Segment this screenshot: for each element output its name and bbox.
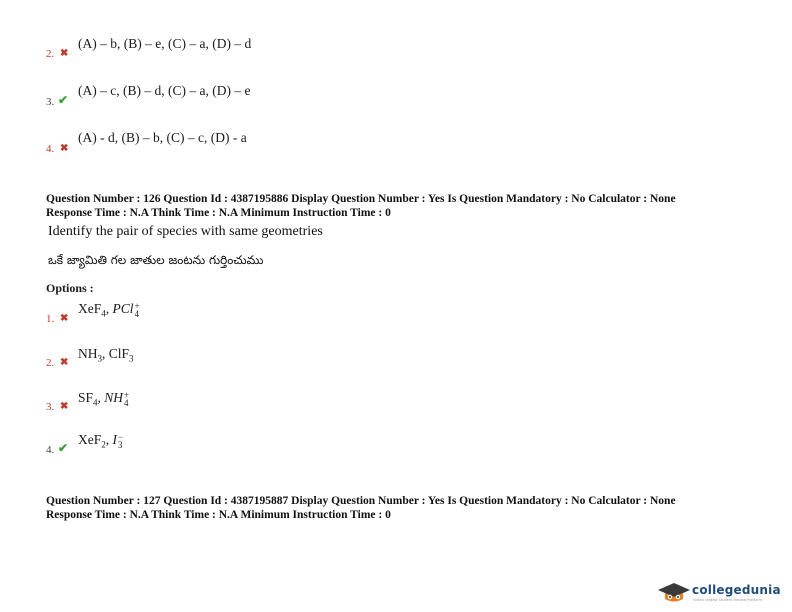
question-meta-line2: Response Time : N.A Think Time : N.A Minimum Instruction Time : 0 [46,207,391,219]
correct-check-icon: ✔ [58,93,69,107]
wrong-mark-icon: ✖ [60,313,69,324]
wrong-mark-icon: ✖ [60,357,69,368]
question-text-telugu: ఒకే జ్యామితి గల జాతుల జంటను గుర్తించుము [48,253,264,267]
option-number: 2. [46,48,55,60]
collegedunia-logo [657,581,789,605]
wrong-mark-icon: ✖ [60,48,69,59]
question-meta-line1: Question Number : 127 Question Id : 4387195887 Display Question Number : Yes Is Question Mandatory : No Calculator : None [46,495,676,507]
option-number: 4. [46,444,55,456]
option-text: $NH_3$, ClF$_3$ [78,346,134,364]
wrong-mark-icon: ✖ [60,143,69,154]
graduation-cap-icon [657,582,691,604]
option-text: (A) - d, (B) – b, (C) – c, (D) - a [78,130,247,145]
option-number: 2. [46,357,55,369]
logo-tagline: India's largest Student Review Platform [693,598,762,602]
correct-check-icon: ✔ [58,441,69,455]
question-meta-line2: Response Time : N.A Think Time : N.A Minimum Instruction Time : 0 [46,509,391,521]
option-number: 4. [46,143,55,155]
question-meta-line1: Question Number : 126 Question Id : 4387195886 Display Question Number : Yes Is Question Mandatory : No Calculator : None [46,193,676,205]
option-text: (A) – c, (B) – d, (C) – a, (D) – e [78,83,251,98]
option-text: $SF_4$, NH + 4 [78,389,130,408]
option-number: 1. [46,313,55,325]
wrong-mark-icon: ✖ [60,401,69,412]
option-text: XeF$_4$, PCl + 4 [78,300,140,319]
question-text-english: Identify the pair of species with same geometries [48,224,323,239]
options-label: Options : [46,281,94,295]
logo-wordmark: collegedunia [692,583,781,597]
option-text: (A) – b, (B) – e, (C) – a, (D) – d [78,36,252,51]
option-number: 3. [46,401,55,413]
option-number: 3. [46,96,55,108]
option-text: XeF$_2$, I − 3 [78,431,124,450]
